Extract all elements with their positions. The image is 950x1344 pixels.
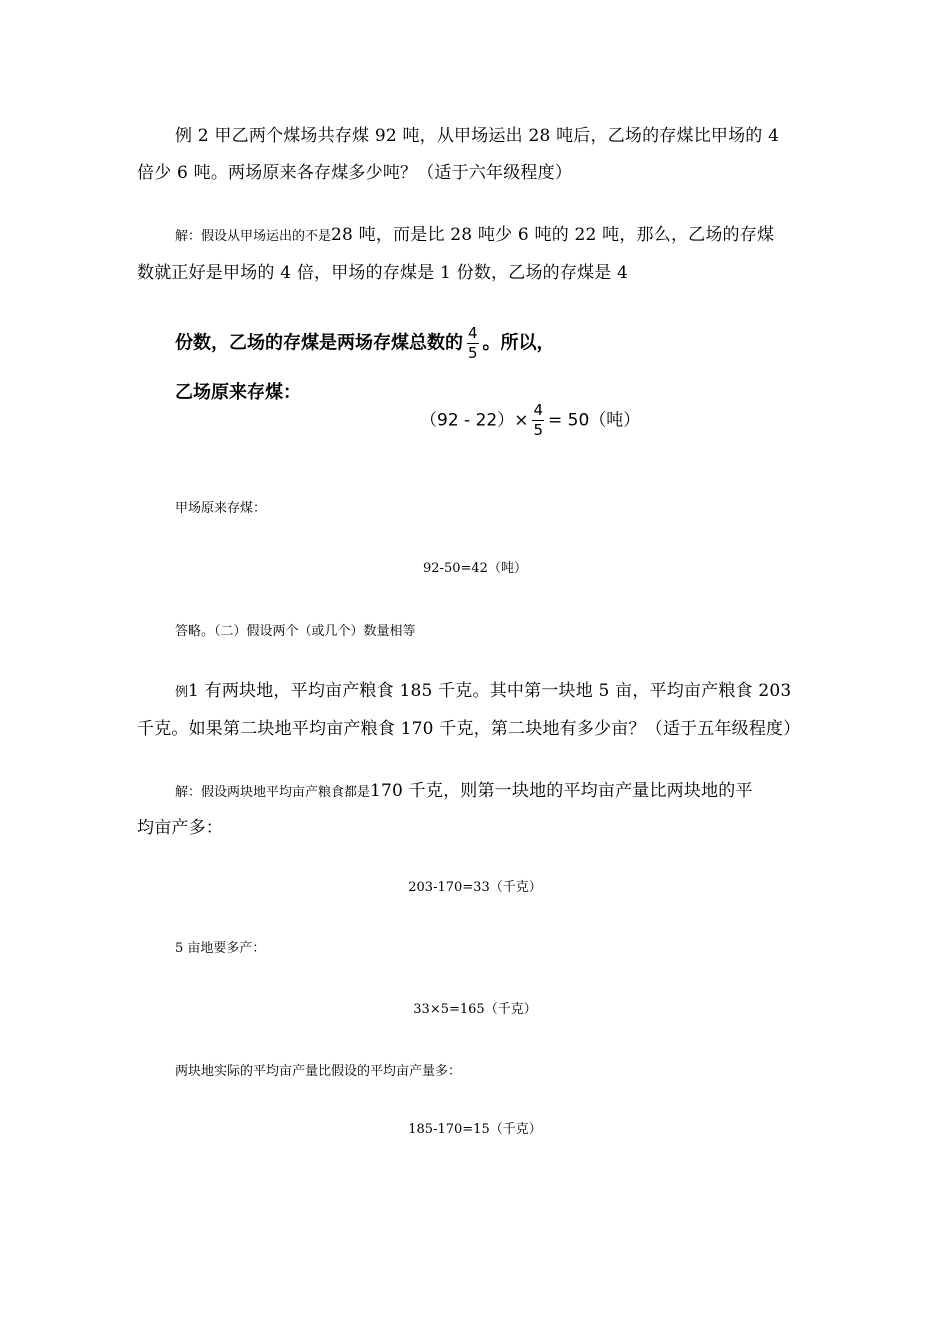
solution2-line2: 数就正好是甲场的 4 倍，甲场的存煤是 1 份数，乙场的存煤是 4 xyxy=(137,263,629,283)
fraction-denominator: 5 xyxy=(468,344,478,362)
fraction-numerator: 4 xyxy=(468,324,478,342)
solution1-rest: 170 千克，则第一块地的平均亩产量比两块地的平 xyxy=(370,781,753,801)
formula1: 203-170=33（千克） xyxy=(408,880,542,895)
image-formula xyxy=(420,403,640,438)
jia-label: 甲场原来存煤： xyxy=(175,501,267,516)
formula2: 33×5=165（千克） xyxy=(413,1002,537,1017)
example1-text: 1 有两块地，平均亩产粮食 185 千克。其中第一块地 5 亩，平均亩产粮食 203 xyxy=(188,681,792,701)
example2-line2: 倍少 6 吨。两场原来各存煤多少吨？（适于六年级程度） xyxy=(137,163,573,183)
image-line1-after: 。所以， xyxy=(482,332,555,354)
solution1-prefix: 解：假设两块地平均亩产粮食都是 xyxy=(175,785,371,800)
solution2-rest: 28 吨，而是比 28 吨少 6 吨的 22 吨，那么，乙场的存煤 xyxy=(331,225,775,245)
example1-line1 xyxy=(175,676,791,701)
example1-prefix: 例 xyxy=(175,685,189,700)
example1-line2: 千克。如果第二块地平均亩产粮食 170 千克，第二块地有多少亩？（适于五年级程度） xyxy=(137,719,801,739)
jia-formula: 92-50=42（吨） xyxy=(423,561,527,576)
formula-right: = 50（吨） xyxy=(548,410,641,431)
example2-line1: 例 2 甲乙两个煤场共存煤 92 吨，从甲场运出 28 吨后，乙场的存煤比甲场的 4 xyxy=(175,126,780,146)
formula-fraction-denominator: 5 xyxy=(533,421,543,439)
solution2-line1 xyxy=(175,220,774,245)
image-line1-before: 份数，乙场的存煤是两场存煤总数的 xyxy=(175,332,463,354)
fraction xyxy=(466,326,480,361)
image-line1 xyxy=(175,326,555,361)
formula-fraction-numerator: 4 xyxy=(533,401,543,419)
formula3: 185-170=15（千克） xyxy=(408,1122,542,1137)
solution2-prefix: 解：假设从甲场运出的不是 xyxy=(175,229,332,244)
answer-note: 答略。（二）假设两个（或几个）数量相等 xyxy=(175,624,416,639)
formula-fraction xyxy=(531,403,545,438)
formula-left: （92 - 22）× xyxy=(420,410,529,431)
solution1-line1 xyxy=(175,776,753,801)
label3: 两块地实际的平均亩产量比假设的平均亩产量多： xyxy=(175,1064,462,1079)
solution1-line2: 均亩产多： xyxy=(137,818,223,838)
label2: 5 亩地要多产： xyxy=(175,941,266,956)
image-line2: 乙场原来存煤： xyxy=(175,382,301,403)
